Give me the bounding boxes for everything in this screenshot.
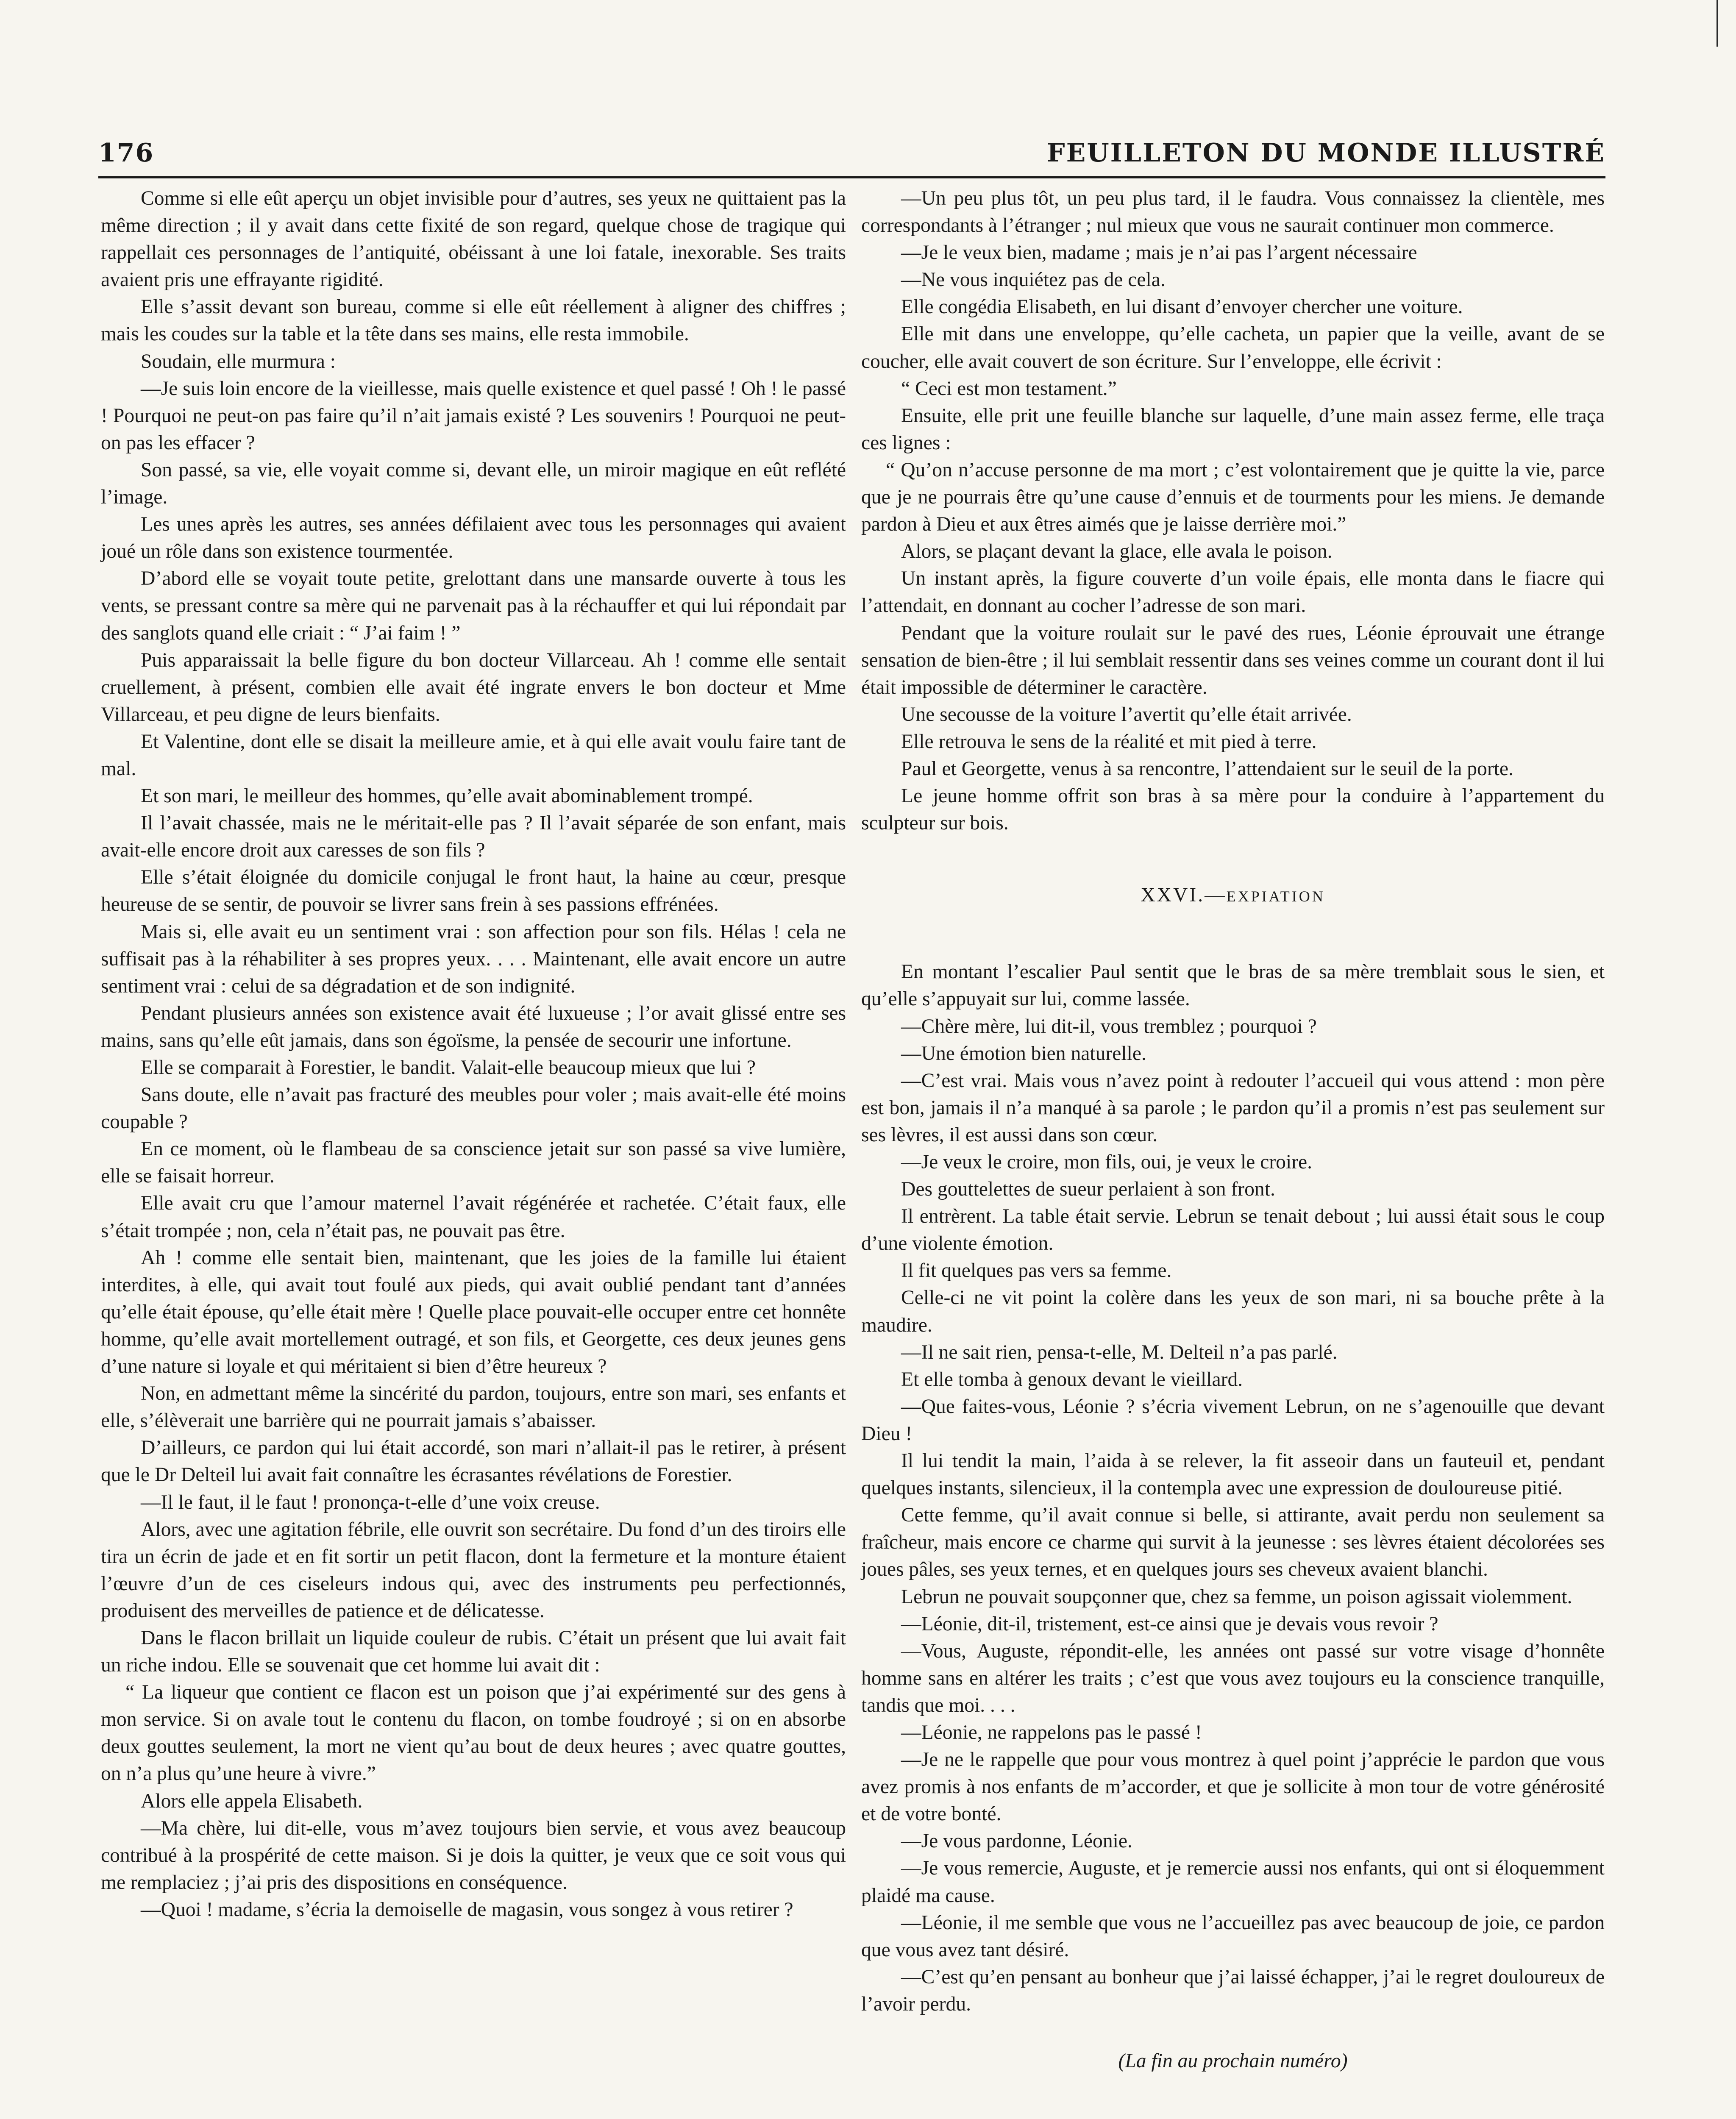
running-title: FEUILLETON DU MONDE ILLUSTRÉ [1047, 138, 1605, 168]
paragraph: Alors, avec une agitation fébrile, elle ouvrit son secrétaire. Du fond d’un des tiroirs elle tira un écrin de jade et en fit sortir un petit flacon, dont la fermeture et la monture étaient l’œuvre d’un de ces ciseleurs indous qui, avec des instruments peu perfectionnés, produisent des merveilles de patience et de délicatesse. [101, 1518, 846, 1622]
paragraph: Ah ! comme elle sentait bien, maintenant, que les joies de la famille lui étaient interdites, à elle, qui avait tout foulé aux pieds, qui avait oublié pendant tant d’années qu’elle était épouse, qu’elle était mère ! Quelle place pouvait-elle occuper entre cet honnête homme, qu’elle avait mortellement outragé, et son fils, et Georgette, ces deux jeunes gens d’une nature si loyale et qui méritaient si bien d’être heureux ? [101, 1246, 846, 1378]
paragraph: En montant l’escalier Paul sentit que le bras de sa mère tremblait sous le sien, et qu’elle s’appuyait sur lui, comme lassée. [861, 961, 1605, 1010]
paragraph: Paul et Georgette, venus à sa rencontre, l’attendaient sur le seuil de la porte. [901, 757, 1513, 780]
paragraph: —Je ne le rappelle que pour vous montrez à quel point j’apprécie le pardon que vous avez promis à nos enfants de m’accorder, et que je sollicite à mon tour de votre générosité et de votre bonté. [861, 1749, 1605, 1825]
header-rule [98, 176, 1605, 178]
paragraph: —Léonie, ne rappelons pas le passé ! [901, 1721, 1202, 1744]
paragraph: Pendant que la voiture roulait sur le pavé des rues, Léonie éprouvait une étrange sensation de bien-être ; il lui semblait ressentir dans ses veines comme un courant dont il lui était impossible de déterminer le caractère. [861, 622, 1605, 698]
chapter-heading [861, 882, 1605, 910]
paragraph: Elle avait cru que l’amour maternel l’avait régénérée et rachetée. C’était faux, elle s’était trompée ; non, cela n’était pas, ne pouvait pas être. [101, 1192, 846, 1242]
paragraph: —Quoi ! madame, s’écria la demoiselle de magasin, vous songez à vous retirer ? [141, 1898, 793, 1921]
paragraph: —Je veux le croire, mon fils, oui, je veux le croire. [901, 1151, 1313, 1173]
paragraph: Pendant plusieurs années son existence avait été luxueuse ; l’or avait glissé entre ses mains, sans qu’elle eût jamais, dans son égoïsme, la pensée de secourir une infortune. [101, 1002, 846, 1051]
paragraph: —Que faites-vous, Léonie ? s’écria vivement Lebrun, on ne s’agenouille que devant Dieu ! [861, 1395, 1605, 1445]
paragraph: Elle mit dans une enveloppe, qu’elle cacheta, un papier que la veille, avant de se coucher, elle avait couvert de son écriture. Sur l’enveloppe, elle écrivit : [861, 323, 1605, 373]
paragraph: —C’est qu’en pensant au bonheur que j’ai laissé échapper, j’ai le regret douloureux de l’avoir perdu. [861, 1966, 1605, 2015]
paragraph: Et Valentine, dont elle se disait la meilleure amie, et à qui elle avait voulu faire tant de mal. [101, 730, 846, 780]
right-column [861, 185, 1605, 2075]
paragraph: —Léonie, dit-il, tristement, est-ce ainsi que je devais vous revoir ? [901, 1613, 1438, 1635]
paragraph: Un instant après, la figure couverte d’un voile épais, elle monta dans le fiacre qui l’attendait, en donnant au cocher l’adresse de son mari. [861, 567, 1605, 617]
continuation-note: (La fin au prochain numéro) [1118, 2050, 1348, 2072]
paragraph: —Je vous pardonne, Léonie. [901, 1830, 1132, 1852]
paragraph: Elle s’assit devant son bureau, comme si elle eût réellement à aligner des chiffres ; mais les coudes sur la table et la tête dans ses mains, elle resta immobile. [101, 296, 846, 345]
paragraph: Et son mari, le meilleur des hommes, qu’elle avait abominablement trompé. [141, 785, 753, 807]
paragraph: Puis apparaissait la belle figure du bon docteur Villarceau. Ah ! comme elle sentait cruellement, à présent, combien elle avait été ingrate envers le bon docteur et Mme Villarceau, et peu digne de leurs bienfaits. [101, 649, 846, 726]
paragraph: —Je le veux bien, madame ; mais je n’ai pas l’argent nécessaire [901, 242, 1417, 264]
paragraph: —Il le faut, il le faut ! prononça-t-elle d’une voix creuse. [141, 1491, 600, 1513]
paragraph: —Une émotion bien naturelle. [901, 1042, 1146, 1065]
paragraph: —Il ne sait rien, pensa-t-elle, M. Delteil n’a pas parlé. [901, 1341, 1338, 1363]
paragraph: D’ailleurs, ce pardon qui lui était accordé, son mari n’allait-il pas le retirer, à présent que le Dr Delteil lui avait fait connaître les écrasantes révélations de Forestier. [101, 1437, 846, 1486]
paragraph: Il l’avait chassée, mais ne le méritait-elle pas ? Il l’avait séparée de son enfant, mais avait-elle encore droit aux caresses de son fils ? [101, 812, 846, 862]
paragraph: Il entrèrent. La table était servie. Lebrun se tenait debout ; lui aussi était sous le coup d’une violente émotion. [861, 1205, 1605, 1255]
paragraph: —Chère mère, lui dit-il, vous tremblez ; pourquoi ? [901, 1015, 1317, 1037]
paragraph: Et elle tomba à genoux devant le vieillard. [901, 1368, 1243, 1390]
paragraph: —Un peu plus tôt, un peu plus tard, il le faudra. Vous connaissez la clientèle, mes correspondants à l’étranger ; nul mieux que vous ne saurait continuer mon commerce. [861, 187, 1605, 237]
paragraph: Alors elle appela Elisabeth. [141, 1790, 363, 1812]
paragraph: Sans doute, elle n’avait pas fracturé des meubles pour voler ; mais avait-elle été moins coupable ? [101, 1084, 846, 1133]
paragraph: —Léonie, il me semble que vous ne l’accueillez pas avec beaucoup de joie, ce pardon que vous avez tant désiré. [861, 1911, 1605, 1961]
paragraph: Elle s’était éloignée du domicile conjugal le front haut, la haine au cœur, presque heureuse de se sentir, de pouvoir se livrer sans frein à ses passions effrénées. [101, 866, 846, 916]
paragraph: —Ma chère, lui dit-elle, vous m’avez toujours bien servie, et vous avez beaucoup contribué à la prospérité de cette maison. Si je dois la quitter, je veux que ce soit vous qui me remplaciez ; j’ai pris des dispositions en conséquence. [101, 1817, 846, 1894]
paragraph: —Ne vous inquiétez pas de cela. [901, 269, 1166, 291]
paragraph: Cette femme, qu’il avait connue si belle, si attirante, avait perdu non seulement sa fraîcheur, mais encore ce charme qui survit à la jeunesse : ses lèvres étaient décolorées ses joues pâles, ses yeux ternes, et en quelques jours ses cheveux avaient blanchi. [861, 1504, 1605, 1581]
paragraph: Elle retrouva le sens de la réalité et mit pied à terre. [901, 730, 1317, 753]
paragraph: Elle se comparait à Forestier, le bandit. Valait-elle beaucoup mieux que lui ? [141, 1057, 756, 1079]
paragraph: Lebrun ne pouvait soupçonner que, chez sa femme, un poison agissait violemment. [901, 1585, 1572, 1608]
paragraph: Alors, se plaçant devant la glace, elle avala le poison. [901, 540, 1333, 563]
paragraph: Il lui tendit la main, l’aida à se relever, la fit asseoir dans un fauteuil et, pendant quelques instants, silencieux, il la contempla avec une expression de douloureuse pitié. [861, 1450, 1605, 1499]
paragraph: Soudain, elle murmura : [141, 350, 336, 373]
paragraph: Une secousse de la voiture l’avertit qu’elle était arrivée. [901, 703, 1352, 726]
paragraph: Ensuite, elle prit une feuille blanche sur laquelle, d’une main assez ferme, elle traça ces lignes : [861, 404, 1605, 454]
paragraph: Il fit quelques pas vers sa femme. [901, 1260, 1172, 1282]
chapter-title: EXPIATION [1226, 888, 1325, 905]
paragraph: Celle-ci ne vit point la colère dans les yeux de son mari, ni sa bouche prête à la maudire. [861, 1287, 1605, 1336]
paragraph: En ce moment, où le flambeau de sa conscience jetait sur son passé sa vive lumière, elle se faisait horreur. [101, 1138, 846, 1187]
chapter-number: XXVI.— [1141, 884, 1227, 907]
page-number: 176 [98, 138, 154, 168]
paragraph: Non, en admettant même la sincérité du pardon, toujours, entre son mari, ses enfants et elle, s’élèverait une barrière qui ne pourrait jamais s’abaisser. [101, 1382, 846, 1432]
paragraph: Les unes après les autres, ses années défilaient avec tous les personnages qui avaient joué un rôle dans son existence tourmentée. [101, 513, 846, 563]
paragraph: Des gouttelettes de sueur perlaient à son front. [901, 1178, 1275, 1201]
left-column [101, 185, 846, 1923]
paragraph: Le jeune homme offrit son bras à sa mère pour la conduire à l’appartement du sculpteur sur bois. [861, 785, 1605, 834]
quoted-paragraph: “ La liqueur que contient ce flacon est un poison que j’ai expérimenté sur des gens à mon service. Si on avale tout le contenu du flacon, on tombe foudroyé ; si on en absorbe deux gouttes seulement, la mort ne vient qu’au bout de deux heures ; avec quatre gouttes, on n’a plus qu’une heure à vivre.” [101, 1681, 846, 1785]
paragraph: Son passé, sa vie, elle voyait comme si, devant elle, un miroir magique en eût reflété l’image. [101, 459, 846, 509]
paragraph: Mais si, elle avait eu un sentiment vrai : son affection pour son fils. Hélas ! cela ne suffisait pas à la réhabiliter à ses propres yeux. . . . Maintenant, elle avait encore un autre sentiment vrai : celui de sa dégradation et de son indignité. [101, 920, 846, 997]
paragraph: Comme si elle eût aperçu un objet invisible pour d’autres, ses yeux ne quittaient pas la même direction ; il y avait dans cette fixité de son regard, quelque chose de tragique qui rappellait ces personnages de l’antiquité, obéissant à une loi fatale, inexorable. Ses traits avaient pris une effrayante rigidité. [101, 187, 846, 291]
paragraph: “ Ceci est mon testament.” [901, 377, 1117, 400]
paragraph: —Vous, Auguste, répondit-elle, les années ont passé sur votre visage d’honnête homme sans en altérer les traits ; c’est que vous avez toujours eu la conscience tranquille, tandis que moi. . . . [861, 1640, 1605, 1716]
paragraph: —Je vous remercie, Auguste, et je remercie aussi nos enfants, qui ont si éloquemment plaidé ma cause. [861, 1857, 1605, 1907]
quoted-paragraph: “ Qu’on n’accuse personne de ma mort ; c’est volontairement que je quitte la vie, parce que je ne pourrais être qu’une cause d’ennuis et de tourments pour les miens. Je demande pardon à Dieu et aux êtres aimés que je laisse derrière moi.” [861, 459, 1605, 536]
paragraph: Elle congédia Elisabeth, en lui disant d’envoyer chercher une voiture. [901, 296, 1463, 318]
paragraph: —C’est vrai. Mais vous n’avez point à redouter l’accueil qui vous attend : mon père est bon, jamais il n’a manqué à sa parole ; le pardon qu’il a promis n’est pas seulement sur ses lèvres, il est aussi dans son cœur. [861, 1069, 1605, 1146]
paragraph: —Je suis loin encore de la vieillesse, mais quelle existence et quel passé ! Oh ! le passé ! Pourquoi ne peut-on pas faire qu’il n’ait jamais existé ? Les souvenirs ! Pourquoi ne peut-on pas les effacer ? [101, 377, 846, 454]
paragraph: D’abord elle se voyait toute petite, grelottant dans une mansarde ouverte à tous les vents, se pressant contre sa mère qui ne parvenait pas à la réchauffer et qui lui répondait par des sanglots quand elle criait : “ J’ai faim ! ” [101, 567, 846, 644]
page-edge-mark [1717, 0, 1728, 47]
paragraph: Dans le flacon brillait un liquide couleur de rubis. C’était un présent que lui avait fait un riche indou. Elle se souvenait que cet homme lui avait dit : [101, 1627, 846, 1677]
